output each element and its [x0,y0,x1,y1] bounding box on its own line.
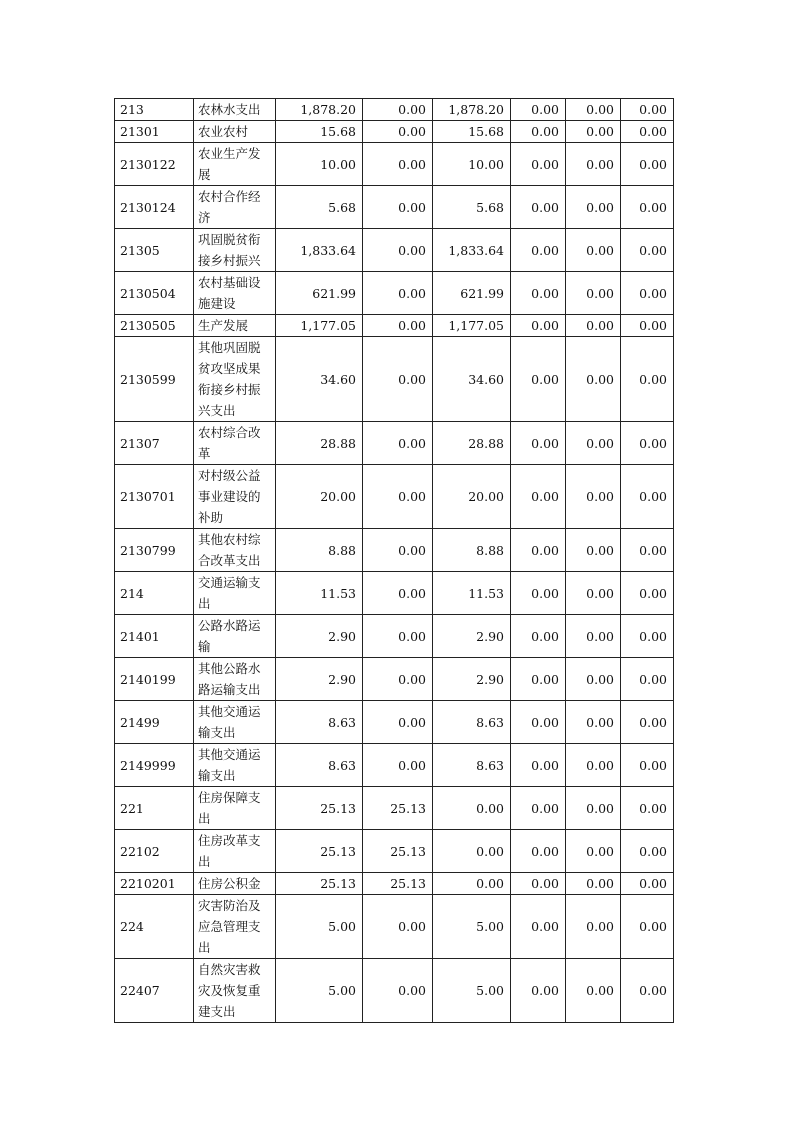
subject-name-cell: 其他农村综合改革支出 [194,529,276,572]
amount-cell-c2: 0.00 [363,99,433,121]
subject-code-cell: 2130124 [115,186,194,229]
amount-cell-c4: 0.00 [511,186,566,229]
amount-cell-c2: 0.00 [363,658,433,701]
amount-cell-c5: 0.00 [566,701,621,744]
subject-name-cell: 其他交通运输支出 [194,701,276,744]
amount-cell-c5: 0.00 [566,830,621,873]
amount-cell-c6: 0.00 [621,529,674,572]
table-row [115,143,674,186]
subject-name-cell: 农林水支出 [194,99,276,121]
amount-cell-c6: 0.00 [621,99,674,121]
subject-code-cell: 21305 [115,229,194,272]
amount-cell-c2: 0.00 [363,701,433,744]
subject-name-cell: 住房公积金 [194,873,276,895]
amount-cell-c2: 25.13 [363,787,433,830]
amount-cell-c6: 0.00 [621,830,674,873]
amount-cell-c5: 0.00 [566,615,621,658]
table-row [115,658,674,701]
amount-cell-c3: 2.90 [433,658,511,701]
amount-cell-c2: 0.00 [363,615,433,658]
table-row [115,186,674,229]
amount-cell-c6: 0.00 [621,572,674,615]
amount-cell-c2: 0.00 [363,422,433,465]
amount-cell-c1: 1,833.64 [276,229,363,272]
amount-cell-c5: 0.00 [566,121,621,143]
subject-code-cell: 2130122 [115,143,194,186]
subject-name-cell: 巩固脱贫衔接乡村振兴 [194,229,276,272]
subject-name-cell: 农业农村 [194,121,276,143]
amount-cell-c4: 0.00 [511,337,566,422]
amount-cell-c1: 10.00 [276,143,363,186]
amount-cell-c6: 0.00 [621,895,674,959]
subject-name-cell: 农村综合改革 [194,422,276,465]
amount-cell-c2: 25.13 [363,830,433,873]
table-row [115,895,674,959]
amount-cell-c2: 0.00 [363,529,433,572]
subject-name-cell: 对村级公益事业建设的补助 [194,465,276,529]
subject-name-cell: 公路水路运输 [194,615,276,658]
amount-cell-c4: 0.00 [511,529,566,572]
amount-cell-c3: 0.00 [433,787,511,830]
amount-cell-c2: 0.00 [363,895,433,959]
amount-cell-c6: 0.00 [621,873,674,895]
amount-cell-c3: 5.00 [433,895,511,959]
amount-cell-c5: 0.00 [566,315,621,337]
amount-cell-c2: 0.00 [363,465,433,529]
amount-cell-c3: 2.90 [433,615,511,658]
amount-cell-c3: 1,878.20 [433,99,511,121]
amount-cell-c6: 0.00 [621,615,674,658]
table-row [115,873,674,895]
table-row [115,572,674,615]
amount-cell-c5: 0.00 [566,572,621,615]
subject-name-cell: 农业生产发展 [194,143,276,186]
amount-cell-c6: 0.00 [621,315,674,337]
amount-cell-c3: 0.00 [433,873,511,895]
amount-cell-c2: 0.00 [363,337,433,422]
subject-code-cell: 21401 [115,615,194,658]
amount-cell-c1: 8.88 [276,529,363,572]
table-row [115,337,674,422]
amount-cell-c3: 0.00 [433,830,511,873]
amount-cell-c5: 0.00 [566,143,621,186]
amount-cell-c3: 1,833.64 [433,229,511,272]
subject-code-cell: 221 [115,787,194,830]
subject-name-cell: 其他公路水路运输支出 [194,658,276,701]
amount-cell-c1: 15.68 [276,121,363,143]
subject-code-cell: 22407 [115,959,194,1023]
amount-cell-c3: 10.00 [433,143,511,186]
amount-cell-c4: 0.00 [511,830,566,873]
amount-cell-c4: 0.00 [511,701,566,744]
amount-cell-c3: 20.00 [433,465,511,529]
amount-cell-c4: 0.00 [511,744,566,787]
subject-code-cell: 2130504 [115,272,194,315]
amount-cell-c2: 0.00 [363,143,433,186]
amount-cell-c2: 0.00 [363,272,433,315]
amount-cell-c5: 0.00 [566,895,621,959]
amount-cell-c5: 0.00 [566,465,621,529]
subject-name-cell: 住房改革支出 [194,830,276,873]
amount-cell-c4: 0.00 [511,272,566,315]
amount-cell-c3: 11.53 [433,572,511,615]
table-row [115,422,674,465]
amount-cell-c3: 5.68 [433,186,511,229]
amount-cell-c4: 0.00 [511,615,566,658]
amount-cell-c1: 5.00 [276,959,363,1023]
amount-cell-c1: 11.53 [276,572,363,615]
amount-cell-c1: 25.13 [276,873,363,895]
subject-name-cell: 灾害防治及应急管理支出 [194,895,276,959]
amount-cell-c2: 0.00 [363,744,433,787]
subject-code-cell: 2130701 [115,465,194,529]
amount-cell-c4: 0.00 [511,572,566,615]
table-row [115,787,674,830]
subject-name-cell: 自然灾害救灾及恢复重建支出 [194,959,276,1023]
amount-cell-c4: 0.00 [511,422,566,465]
amount-cell-c4: 0.00 [511,895,566,959]
amount-cell-c1: 621.99 [276,272,363,315]
amount-cell-c3: 8.63 [433,701,511,744]
amount-cell-c3: 34.60 [433,337,511,422]
amount-cell-c6: 0.00 [621,465,674,529]
amount-cell-c6: 0.00 [621,143,674,186]
subject-code-cell: 21307 [115,422,194,465]
table-row [115,229,674,272]
amount-cell-c5: 0.00 [566,787,621,830]
table-row [115,830,674,873]
amount-cell-c2: 0.00 [363,959,433,1023]
budget-table [114,98,674,1023]
amount-cell-c4: 0.00 [511,143,566,186]
amount-cell-c6: 0.00 [621,272,674,315]
amount-cell-c3: 28.88 [433,422,511,465]
amount-cell-c5: 0.00 [566,529,621,572]
amount-cell-c3: 8.63 [433,744,511,787]
subject-code-cell: 2130799 [115,529,194,572]
subject-code-cell: 2130599 [115,337,194,422]
amount-cell-c1: 28.88 [276,422,363,465]
amount-cell-c2: 0.00 [363,186,433,229]
subject-code-cell: 224 [115,895,194,959]
amount-cell-c6: 0.00 [621,787,674,830]
amount-cell-c3: 1,177.05 [433,315,511,337]
amount-cell-c5: 0.00 [566,186,621,229]
amount-cell-c1: 5.68 [276,186,363,229]
amount-cell-c3: 621.99 [433,272,511,315]
amount-cell-c5: 0.00 [566,873,621,895]
subject-code-cell: 2130505 [115,315,194,337]
table-row [115,959,674,1023]
amount-cell-c4: 0.00 [511,315,566,337]
amount-cell-c1: 2.90 [276,615,363,658]
table-row [115,272,674,315]
amount-cell-c5: 0.00 [566,272,621,315]
subject-code-cell: 21499 [115,701,194,744]
amount-cell-c2: 0.00 [363,572,433,615]
amount-cell-c6: 0.00 [621,701,674,744]
amount-cell-c4: 0.00 [511,121,566,143]
subject-name-cell: 生产发展 [194,315,276,337]
table-row [115,315,674,337]
subject-code-cell: 214 [115,572,194,615]
subject-name-cell: 其他巩固脱贫攻坚成果衔接乡村振兴支出 [194,337,276,422]
amount-cell-c2: 0.00 [363,229,433,272]
amount-cell-c1: 1,177.05 [276,315,363,337]
subject-code-cell: 2149999 [115,744,194,787]
amount-cell-c6: 0.00 [621,658,674,701]
amount-cell-c1: 25.13 [276,787,363,830]
amount-cell-c4: 0.00 [511,229,566,272]
amount-cell-c3: 5.00 [433,959,511,1023]
amount-cell-c2: 25.13 [363,873,433,895]
amount-cell-c3: 8.88 [433,529,511,572]
amount-cell-c5: 0.00 [566,658,621,701]
amount-cell-c4: 0.00 [511,465,566,529]
table-row [115,465,674,529]
subject-name-cell: 农村基础设施建设 [194,272,276,315]
amount-cell-c1: 5.00 [276,895,363,959]
amount-cell-c5: 0.00 [566,959,621,1023]
amount-cell-c1: 20.00 [276,465,363,529]
subject-code-cell: 21301 [115,121,194,143]
amount-cell-c5: 0.00 [566,99,621,121]
amount-cell-c4: 0.00 [511,658,566,701]
subject-code-cell: 22102 [115,830,194,873]
table-row [115,121,674,143]
amount-cell-c6: 0.00 [621,744,674,787]
amount-cell-c5: 0.00 [566,422,621,465]
subject-name-cell: 其他交通运输支出 [194,744,276,787]
amount-cell-c5: 0.00 [566,229,621,272]
amount-cell-c6: 0.00 [621,422,674,465]
amount-cell-c1: 2.90 [276,658,363,701]
table-row [115,99,674,121]
amount-cell-c6: 0.00 [621,337,674,422]
subject-code-cell: 2140199 [115,658,194,701]
amount-cell-c2: 0.00 [363,121,433,143]
table-row [115,615,674,658]
table-row [115,529,674,572]
amount-cell-c3: 15.68 [433,121,511,143]
amount-cell-c1: 25.13 [276,830,363,873]
table-row [115,701,674,744]
table-body [115,99,674,1023]
amount-cell-c1: 8.63 [276,701,363,744]
amount-cell-c4: 0.00 [511,959,566,1023]
table-row [115,744,674,787]
subject-code-cell: 2210201 [115,873,194,895]
amount-cell-c6: 0.00 [621,121,674,143]
amount-cell-c2: 0.00 [363,315,433,337]
subject-name-cell: 住房保障支出 [194,787,276,830]
amount-cell-c5: 0.00 [566,744,621,787]
amount-cell-c6: 0.00 [621,959,674,1023]
subject-code-cell: 213 [115,99,194,121]
amount-cell-c5: 0.00 [566,337,621,422]
amount-cell-c6: 0.00 [621,229,674,272]
subject-name-cell: 交通运输支出 [194,572,276,615]
amount-cell-c1: 1,878.20 [276,99,363,121]
subject-name-cell: 农村合作经济 [194,186,276,229]
amount-cell-c4: 0.00 [511,873,566,895]
amount-cell-c1: 8.63 [276,744,363,787]
amount-cell-c1: 34.60 [276,337,363,422]
amount-cell-c4: 0.00 [511,787,566,830]
amount-cell-c6: 0.00 [621,186,674,229]
amount-cell-c4: 0.00 [511,99,566,121]
